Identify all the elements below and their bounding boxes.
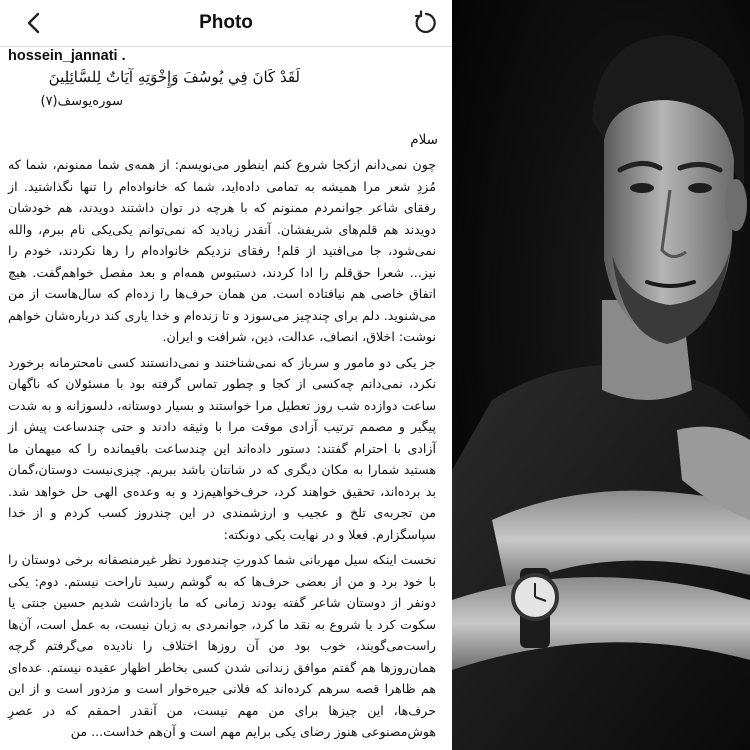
eye-right xyxy=(688,183,712,193)
greeting: سلام xyxy=(410,132,438,148)
caption-paragraph: چون نمی‌دانم ازکجا شروع کنم اینطور می‌نویسم: از همه‌ی شما ممنونم، شما که مُزدِ شعر مرا همیشه به تمامی داده‌اید، شما که خانواده‌ام را تنها نگذاشتید. از رفقای شاعر جوانمردم ممنونم که با هرچه در توان داشتند دویدند، هم خودشان دویدند هم قلم‌های شریفشان. آنقدر زیادید که نمی‌توانم یکی‌یکی نام ببرم، والله نمی‌شود، جا می‌افتید از قلم! رفقای نزدیکم خانواده‌ام را رها نکردند، خودم را نیز... شعرا حق‌قلم را ادا کردند، دستبوس همه‌ام و بعد مفصل خواهم‌گفت. هیچ اتفاق خاصی هم نیافتاده است. من همان حرف‌ها را زده‌ام که سال‌هاست از من می‌شنوید. دلم برای چندچیز می‌سوزد و تا زنده‌ام و خدا یاری کند درباره‌شان خواهم نوشت: اخلاق، انصاف، عدالت، دین، شرافت و ایران. xyxy=(8,157,436,344)
page-title: Photo xyxy=(199,12,253,33)
post-username[interactable]: hossein_jannati . xyxy=(8,48,126,64)
portrait-illustration xyxy=(452,0,750,750)
refresh-icon xyxy=(413,10,439,36)
portrait-photo xyxy=(452,0,750,750)
eye-left xyxy=(630,183,654,193)
ear-shape xyxy=(725,179,747,231)
quran-verse: لَقَدْ كَانَ فِي يُوسُفَ وَإِخْوَتِهِ آيَاتٌ لِلسَّائِلِينَ xyxy=(48,68,300,86)
caption-paragraph: جز یکی دو مامور و سرباز که نمی‌شناختند و نمی‌دانستند کسی نامحترمانه برخورد نکرد، نمی‌دانم چه‌کسی از کجا و چطور تماس گرفته بود با مسئولان که ناگهان ساعت دوازده شب روز تعطیل مرا خواستند و بسیار دوستانه، دلسوزانه و به شدت پیگیر و مصمم ترتیب آزادی موقت مرا با وثیقه دادند و حتی چندساعت پیش از آزادی با احترام گفتند: دستور داده‌اند این چندساعت باقیمانده را که میهمان ما هستید شمارا به مکان دیگری که در شانتان باشد ببریم. چیزی‌نیست دوستان،گمان بد برده‌اند، تحقیق خواهند کرد، حرف‌خواهیم‌زد و به وعده‌ی الهی حل خواهد شد. من تجربه‌ی تلخ و عجیب و ارزشمندی در این چندروز کسب کردم و از خدا سپاسگزارم. فعلا و در نهایت یکی دونکته: xyxy=(8,354,436,542)
post-caption xyxy=(8,154,436,747)
caption-paragraph: نخست اینکه سیل مهربانی شما کدورتِ چندمورد نظر غیرمنصفانه برخی دوستان را با خود برد و من از بعضی حرف‌ها که به گوشم رسید ناراحت نیستم. دوم: یکی دونفر از دوستان شاعر گفته بودند زمانی که ما بازداشت شدیم حسین جنتی یا سکوت کرد یا شروع به نقد ما کرد، جوانمردی به زبان نیست، به عمل است، آن‌ها راست‌می‌گویند، خوب بود من آن روزها اختلاف را نادیده می‌گرفتم گرچه همان‌روزها هم گفتم موافق زندانی شدن کسی بخاطر اظهار عقیده نیستم. عده‌ای هم ظاهرا قصه سرهم کرده‌اند که فلانی جیره‌خوار است و مزدور است و از این حرف‌ها، این چیزها برای من مهم نیست، من آنقدر احمقم که در عصرِ هوش‌مصنوعی هنوز رضای یکی برایم مهم است و آن‌هم خداست... من xyxy=(8,552,436,739)
top-bar xyxy=(0,0,452,47)
refresh-button[interactable] xyxy=(412,9,440,37)
surah-reference: سوره‌یوسف(۷) xyxy=(40,94,123,109)
